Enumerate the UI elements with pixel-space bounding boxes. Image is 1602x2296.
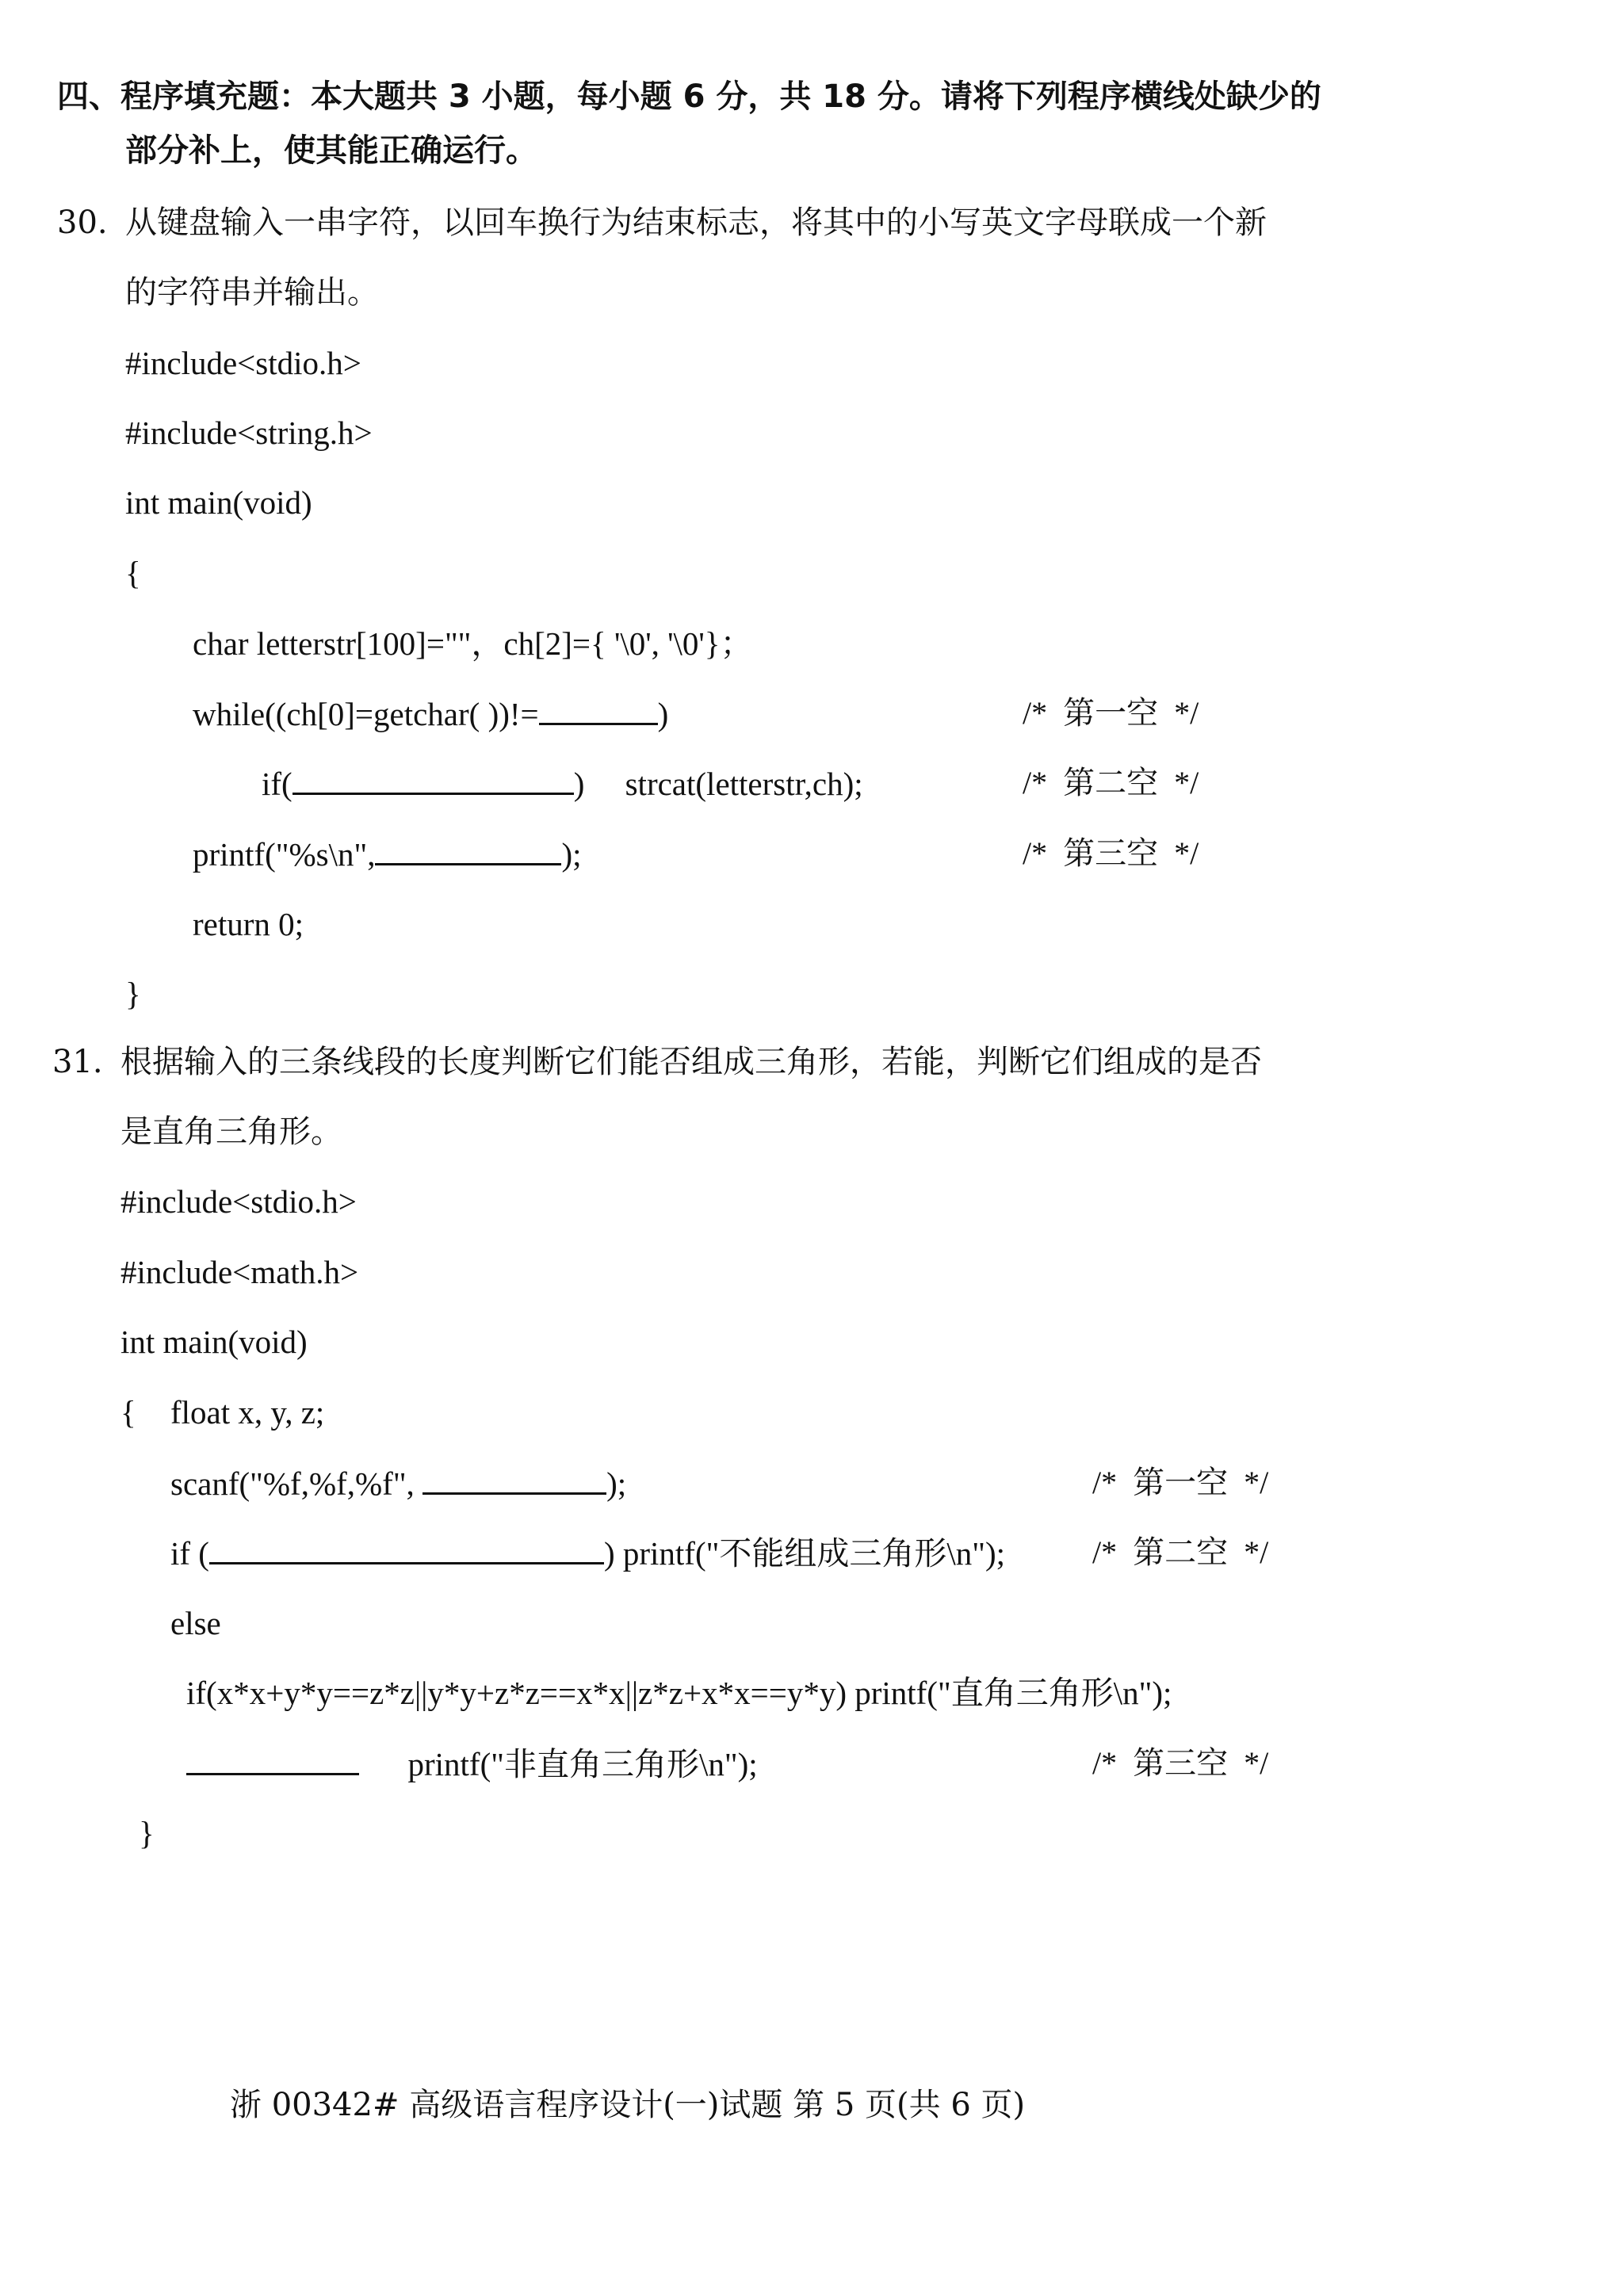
q31-text-line1: 根据输入的三条线段的长度判断它们能否组成三角形，若能，判断它们组成的是否 bbox=[120, 1044, 1262, 1080]
q30-code-include-stdio: #include<stdio.h> bbox=[125, 345, 361, 381]
q31-if-text: if ( bbox=[170, 1535, 209, 1572]
q31-code-if bbox=[170, 1532, 1005, 1573]
q30-printf-close: ); bbox=[561, 836, 582, 873]
q31-comment-blank2: /* 第二空 */ bbox=[1092, 1534, 1269, 1570]
q30-comment-blank1: /* 第一空 */ bbox=[1023, 695, 1199, 731]
q30-code-while bbox=[193, 693, 668, 734]
q31-code-main: int main(void) bbox=[120, 1324, 308, 1360]
q31-code-scanf bbox=[170, 1462, 626, 1503]
q30-comment-blank3: /* 第三空 */ bbox=[1023, 835, 1199, 871]
q31-scanf-text: scanf("%f,%f,%f", bbox=[170, 1465, 423, 1502]
q31-code-else: else bbox=[170, 1605, 221, 1641]
q31-code-else-branch bbox=[186, 1743, 758, 1784]
q30-code-include-string: #include<string.h> bbox=[125, 415, 373, 451]
q30-code-main: int main(void) bbox=[125, 484, 312, 521]
q31-code-include-math: #include<math.h> bbox=[120, 1254, 359, 1290]
q30-comment-blank2: /* 第二空 */ bbox=[1023, 765, 1199, 800]
q30-code-open-brace: { bbox=[125, 555, 141, 591]
q30-blank-2[interactable] bbox=[292, 762, 574, 795]
q30-printf-text: printf("%s\n", bbox=[193, 836, 376, 873]
q30-while-text: while((ch[0]=getchar( ))!= bbox=[193, 696, 539, 732]
q30-if-text: if( bbox=[262, 766, 292, 802]
section-heading-line2: 部分补上，使其能正确运行。 bbox=[125, 132, 537, 169]
q30-text-line2: 的字符串并输出。 bbox=[125, 274, 379, 311]
q30-code-decl: char letterstr[100]=""，ch[2]={ '\0', '\0'}； bbox=[193, 625, 753, 662]
q31-comment-blank1: /* 第一空 */ bbox=[1092, 1465, 1269, 1500]
q31-comment-blank3: /* 第三空 */ bbox=[1092, 1745, 1269, 1781]
q30-if-rest: ) strcat(letterstr,ch); bbox=[573, 766, 863, 802]
q30-number: 30. bbox=[57, 204, 108, 241]
q31-printf-non-right: printf("非直角三角形\n"); bbox=[407, 1746, 758, 1782]
q31-code-decl: float x, y, z; bbox=[170, 1394, 325, 1431]
section-heading-line1: 四、程序填充题：本大题共 3 小题，每小题 6 分，共 18 分。请将下列程序横线处缺少的 bbox=[57, 78, 1321, 115]
q30-blank-1[interactable] bbox=[539, 693, 658, 725]
q31-blank-1[interactable] bbox=[422, 1462, 606, 1495]
q31-scanf-close: ); bbox=[606, 1465, 627, 1502]
q30-text-line1: 从键盘输入一串字符，以回车换行为结束标志，将其中的小写英文字母联成一个新 bbox=[125, 204, 1267, 241]
q31-code-include-stdio: #include<stdio.h> bbox=[120, 1183, 357, 1220]
q31-number: 31. bbox=[52, 1044, 103, 1080]
q31-text-line2: 是直角三角形。 bbox=[120, 1114, 342, 1150]
page-footer: 浙 00342# 高级语言程序设计(一)试题 第 5 页(共 6 页) bbox=[230, 2087, 1026, 2123]
q31-code-close-brace: } bbox=[139, 1815, 155, 1851]
q30-while-close: ) bbox=[657, 696, 669, 732]
q31-if-rest: ) printf("不能组成三角形\n"); bbox=[603, 1535, 1006, 1572]
q31-code-open-brace: { bbox=[120, 1394, 136, 1431]
q30-blank-3[interactable] bbox=[375, 833, 561, 865]
q30-code-if bbox=[262, 762, 863, 804]
q30-code-printf bbox=[193, 833, 582, 874]
q30-code-close-brace: } bbox=[125, 976, 141, 1012]
q31-code-if-right: if(x*x+y*y==z*z||y*y+z*z==x*x||z*z+x*x==y*y) printf("直角三角形\n"); bbox=[186, 1675, 1172, 1711]
q31-blank-2[interactable] bbox=[209, 1532, 604, 1564]
q31-blank-3[interactable] bbox=[186, 1743, 359, 1775]
q30-code-return: return 0; bbox=[193, 906, 304, 942]
